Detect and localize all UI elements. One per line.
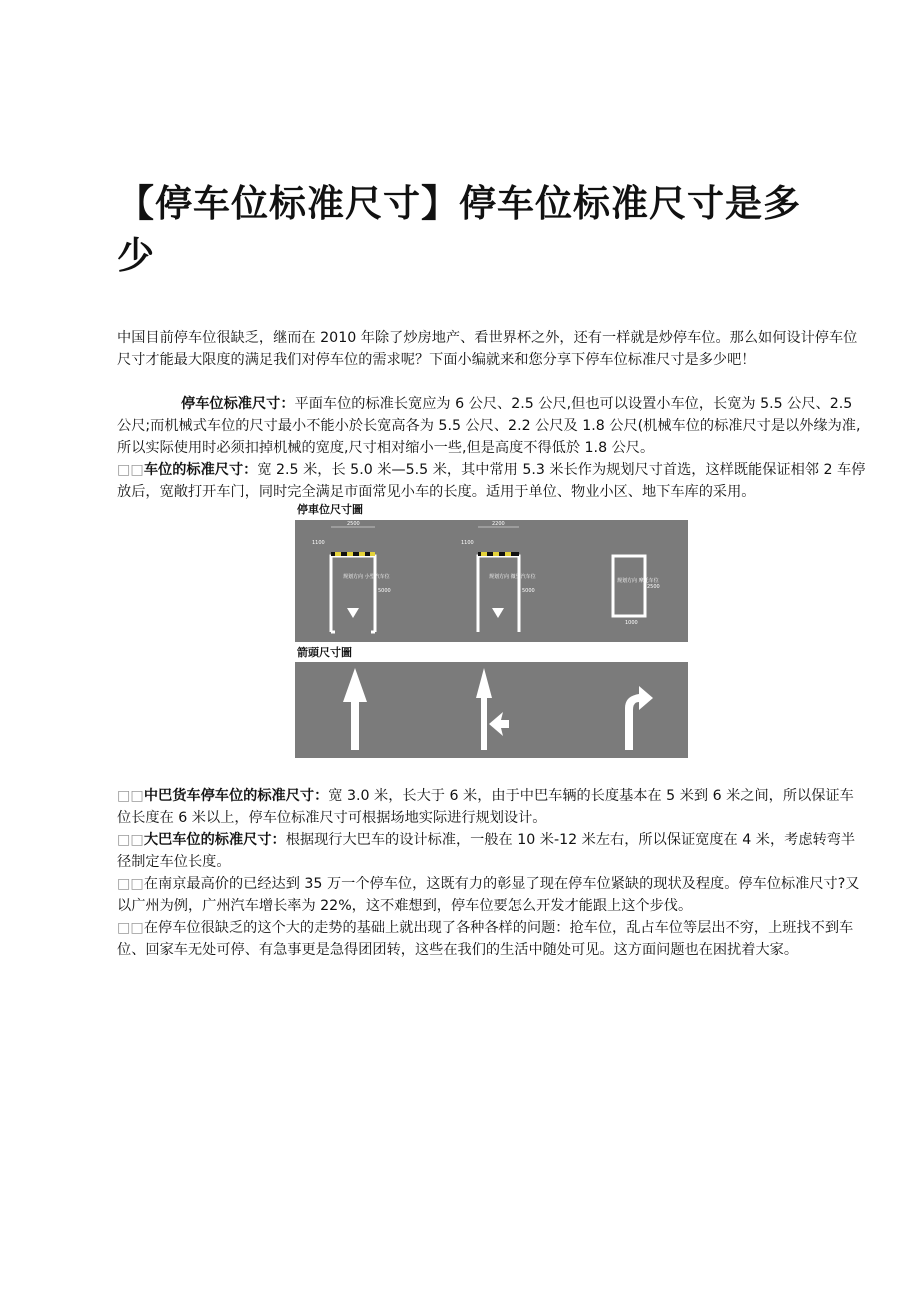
dimension-label: 5000 [378,588,391,594]
section-text: 平面车位的标准长宽应为 6 公尺、2.5 公尺,但也可以设置小车位，长宽为 5.5 公尺、2.5 公尺;而机械式车位的尺寸最小不能小於长宽高各为 5.5 公尺、2.2 公尺及 1.8 公尺(机械车位的标准尺寸是以外缘为准,所以实际使用时必须扣掉机械的宽度,尺寸相对缩小一些,但是高度不得低於 1.8 公尺。 [117,396,861,456]
section-heading: 中巴货车停车位的标准尺寸： [143,788,329,804]
intro-paragraph: 中国目前停车位很缺乏，继而在 2010 年除了炒房地产、看世界杯之外，还有一样就是炒停车位。那么如何设计停车位尺寸才能最大限度的满足我们对停车位的需求呢？下面小编就来和您分享下停车位标准尺寸是多少吧！ [117,330,858,368]
dimension-label: 1100 [312,540,325,546]
parking-standards-section [117,393,867,503]
space-caption: 规划方向 小型汽车位 [343,574,390,580]
section-heading: 车位的标准尺寸： [143,462,258,478]
section-heading: 停车位标准尺寸： [181,396,295,412]
space-caption: 规划方向 摩托车位 [617,578,659,584]
section-standard-size [117,393,867,459]
section-text: 在停车位很缺乏的这个大的走势的基础上就出现了各种各样的问题：抢车位，乱占车位等层出不穷，上班找不到车位、回家车无处可停、有急事更是急得团团转，这些在我们的生活中随处可见。这方面问题也在困扰着大家。 [117,920,854,958]
section-minibus-size [117,785,867,829]
section-text: 在南京最高价的已经达到 35 万一个停车位，这既有力的彰显了现在停车位紧缺的现状及程度。停车位标准尺寸?又以广州为例，广州汽车增长率为 22%，这不难想到，停车位要怎么开发才能跟上这个步伐。 [117,876,860,914]
section-parking-shortage [117,917,867,961]
dimension-label: 2500 [647,584,660,590]
section-text: 根据现行大巴车的设计标准，一般在 10 米-12 米左右，所以保证宽度在 4 米，考虑转弯半径制定车位长度。 [117,832,856,870]
section-car-size [117,459,867,503]
parking-size-diagram [295,500,688,758]
dimension-label: 1000 [625,620,638,626]
bullet-marker: □□ [117,832,144,848]
bullet-marker: □□ [117,788,144,804]
section-text: 宽 2.5 米，长 5.0 米—5.5 米，其中常用 5.3 米长作为规划尺寸首选，这样既能保证相邻 2 车停放后，宽敞打开车门，同时完全满足市面常见小车的长度。适用于单位、物业小区、地下车库的采用。 [117,462,866,500]
section-bus-size [117,829,867,873]
bullet-marker: □□ [117,462,144,478]
dimension-label: 2200 [492,521,505,527]
diagram-label-parking: 停車位尺寸圖 [297,503,363,516]
diagram-label-arrow: 箭頭尺寸圖 [297,646,352,659]
page-title: 【停车位标准尺寸】停车位标准尺寸是多少 [117,182,801,277]
dimension-label: 1100 [461,540,474,546]
dimension-label: 2500 [347,521,360,527]
section-heading: 大巴车位的标准尺寸： [143,832,286,848]
dimension-label: 5000 [522,588,535,594]
more-sections [117,785,867,961]
section-nanjing-price [117,873,867,917]
space-caption: 规划方向 微型汽车位 [489,574,536,580]
bullet-marker: □□ [117,920,144,936]
section-text: 宽 3.0 米，长大于 6 米，由于中巴车辆的长度基本在 5 米到 6 米之间，所以保证车位长度在 6 米以上，停车位标准尺寸可根据场地实际进行规划设计。 [117,788,854,826]
bullet-marker: □□ [117,876,144,892]
